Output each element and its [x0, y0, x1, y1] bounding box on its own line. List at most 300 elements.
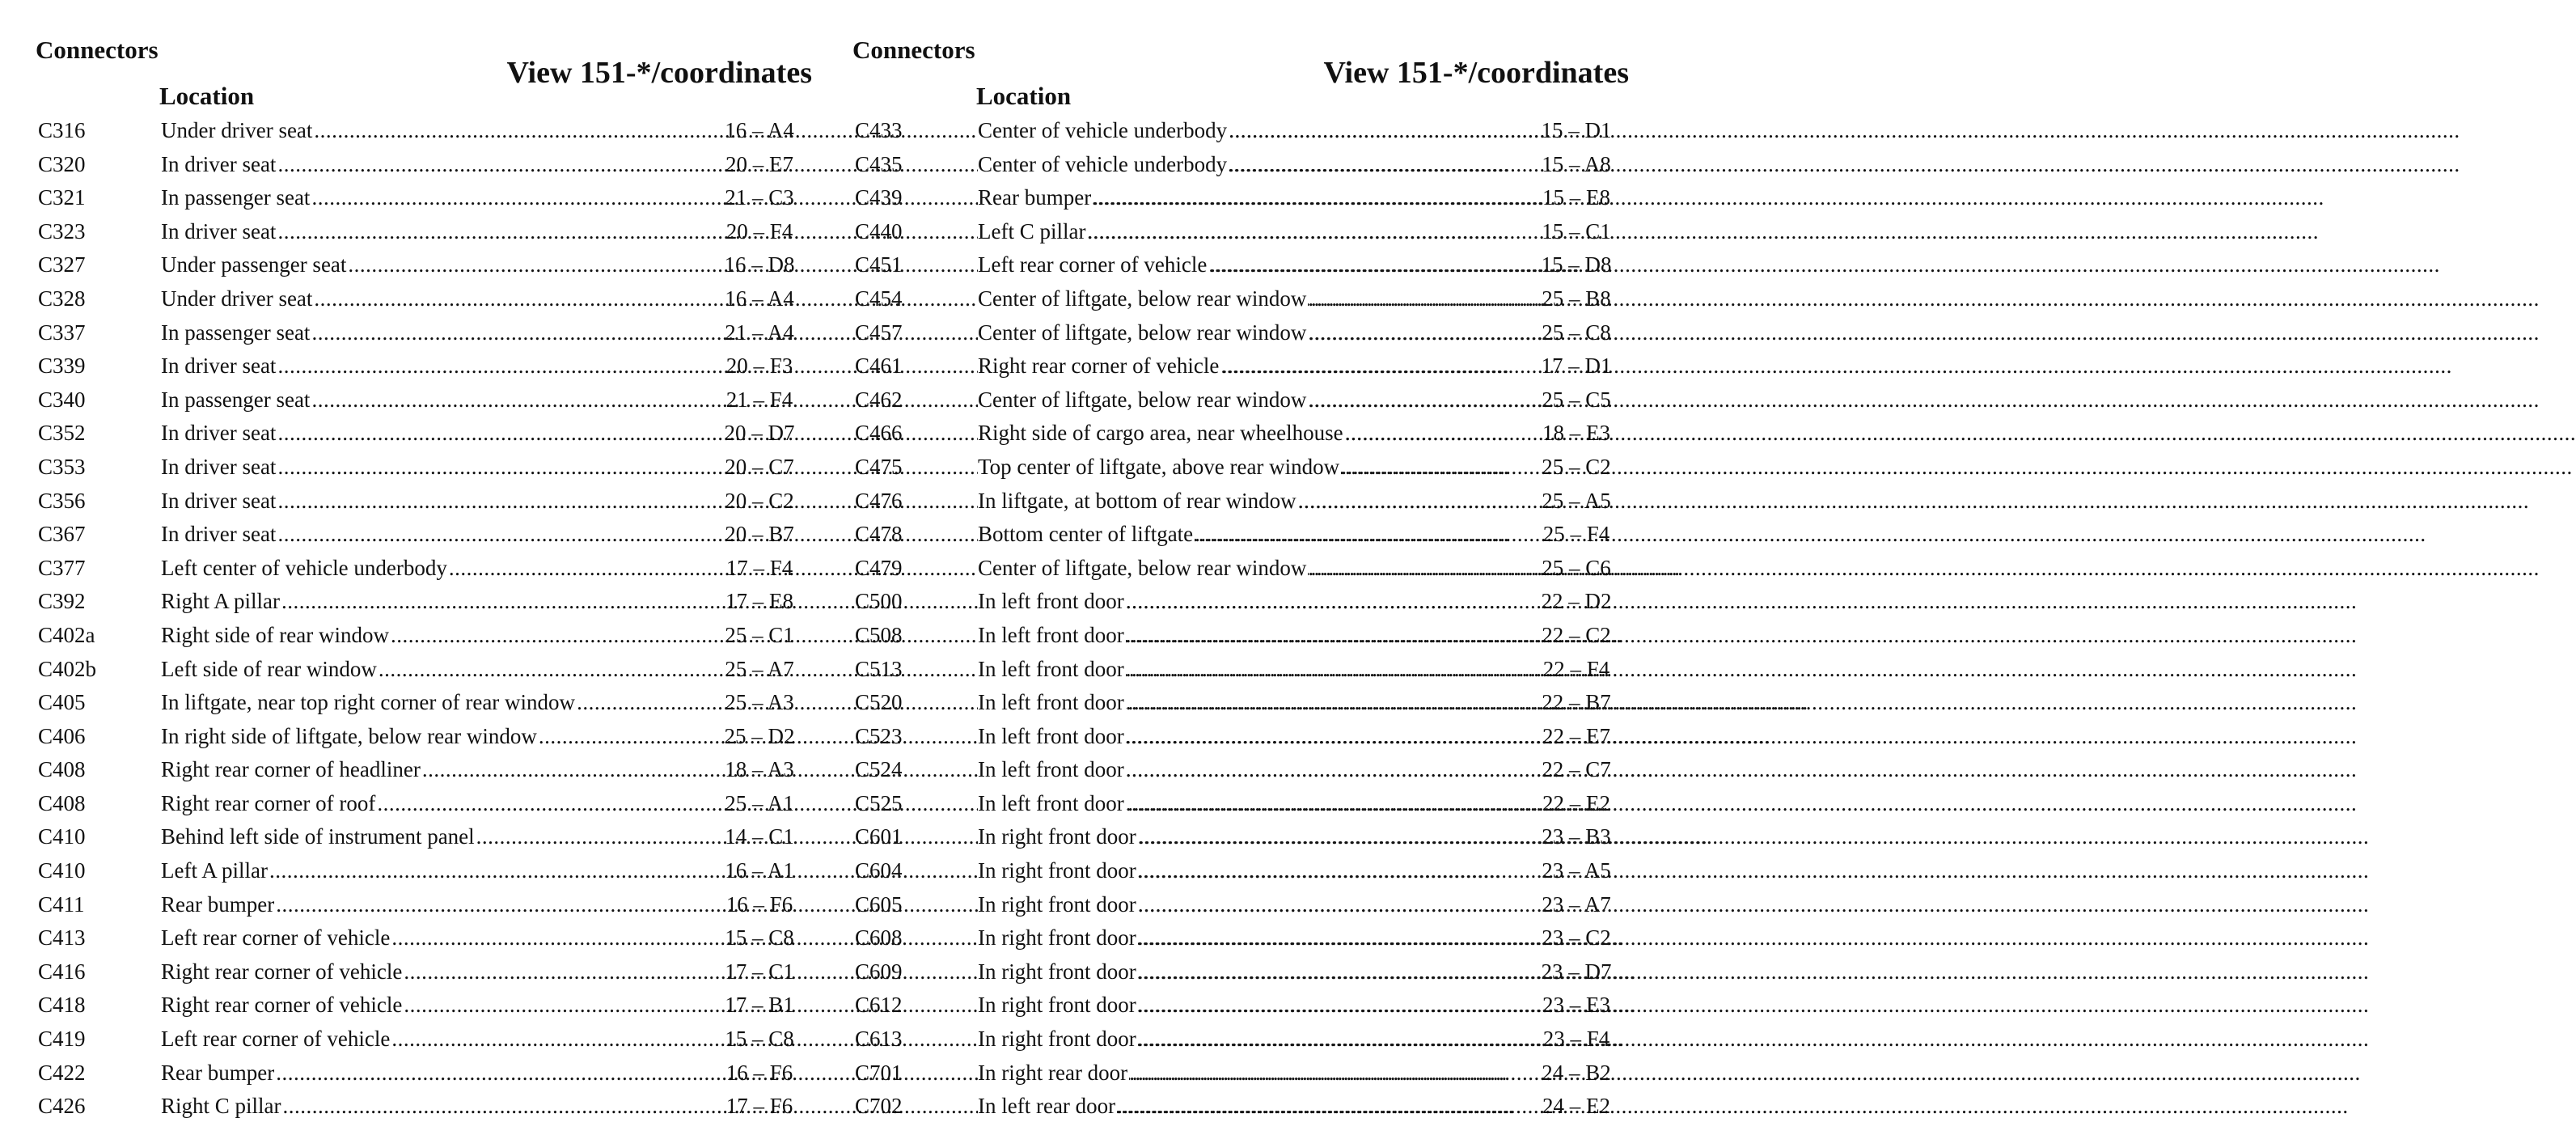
view-coordinate: 23 – D7: [1541, 959, 1612, 984]
connector-id: C339: [38, 354, 86, 379]
connector-location-text: Center of liftgate, below rear window: [978, 320, 1307, 345]
connector-location-text: In passenger seat: [161, 320, 311, 345]
connector-id: C461: [855, 354, 903, 379]
connector-location: [978, 921, 1495, 955]
table-row: [852, 921, 1629, 955]
connector-location: [978, 349, 1495, 383]
view-coordinate: 16 – A4: [725, 286, 794, 311]
view-coordinate: 17 – D1: [1541, 354, 1612, 379]
connector-location: [978, 552, 1495, 586]
view-coordinate: 23 – C2: [1542, 925, 1611, 951]
connector-id: C508: [855, 622, 903, 647]
table-row: [36, 955, 812, 989]
connector-location: [161, 686, 679, 720]
connector-location-text: Bottom center of liftgate: [978, 522, 1194, 547]
view-coordinate: 25 – B8: [1542, 286, 1611, 311]
connector-id: C601: [855, 824, 903, 849]
table-row: [36, 753, 812, 787]
table-row: [36, 787, 812, 821]
view-coordinate: 20 – C7: [725, 454, 794, 479]
connector-id: C413: [38, 925, 86, 951]
connector-location-text: In right front door: [978, 1027, 1136, 1052]
view-coordinate: 16 – A1: [725, 858, 794, 883]
view-coordinate: 24 – B2: [1542, 1060, 1611, 1085]
connector-location: [161, 215, 679, 249]
connector-id: C479: [855, 555, 903, 580]
connector-location: [161, 518, 679, 552]
connector-location: [978, 753, 1495, 787]
connector-id: C337: [38, 320, 86, 345]
connector-id: C422: [38, 1060, 86, 1085]
table-row: [852, 820, 1629, 854]
connector-location-text: Under passenger seat: [161, 252, 347, 277]
table-row: [852, 148, 1629, 182]
connector-location: [161, 619, 679, 653]
table-row: [36, 1056, 812, 1090]
connector-location-text: Right rear corner of roof: [161, 790, 376, 815]
location-heading: Location: [159, 82, 255, 110]
table-row: [36, 585, 812, 619]
connector-location: [978, 720, 1495, 754]
view-coordinate: 17 – C1: [725, 959, 794, 984]
connector-location: [161, 282, 679, 316]
view-coordinate: 25 – C8: [1542, 320, 1611, 345]
connector-id: C416: [38, 959, 86, 984]
table-row: [852, 114, 1629, 148]
view-coordinate: 16 – D8: [724, 252, 795, 277]
table-row: [36, 451, 812, 485]
connector-id: C406: [38, 723, 86, 748]
connector-location-text: In left front door: [978, 589, 1124, 614]
view-coordinate: 25 – C1: [725, 622, 794, 647]
connectors-heading: Connectors: [852, 36, 975, 64]
connector-location-text: Left center of vehicle underbody: [161, 555, 447, 580]
table-row: [852, 552, 1629, 586]
table-row: [852, 955, 1629, 989]
connector-location-text: In right front door: [978, 959, 1136, 984]
connector-location: [978, 215, 1495, 249]
view-coordinate: 25 – A7: [725, 656, 794, 681]
connector-location-text: In right front door: [978, 925, 1136, 951]
table-row: [36, 720, 812, 754]
connector-location: [978, 686, 1495, 720]
connector-location-text: Right rear corner of vehicle: [978, 354, 1220, 379]
view-coordinate: 15 – D8: [1541, 252, 1612, 277]
connector-id: C408: [38, 757, 86, 782]
view-coordinate: 23 – A5: [1542, 858, 1611, 883]
view-coordinate: 16 – F6: [725, 891, 793, 917]
view-coordinate: 23 – F4: [1542, 1027, 1610, 1052]
connector-location: [978, 383, 1495, 417]
connector-id: C457: [855, 320, 903, 345]
table-row: [36, 282, 812, 316]
view-coordinate: 20 – C2: [725, 488, 794, 513]
connector-location-text: Right A pillar: [161, 589, 281, 614]
connector-location-text: Left A pillar: [161, 858, 268, 883]
view-coordinate: 20 – E7: [725, 151, 793, 176]
connector-location: [161, 653, 679, 687]
table-row: [36, 349, 812, 383]
connector-id: C392: [38, 589, 86, 614]
connector-location-text: Left rear corner of vehicle: [161, 925, 391, 951]
connector-location: [161, 921, 679, 955]
connector-id: C451: [855, 252, 903, 277]
table-row: [36, 417, 812, 451]
view-coordinate: 25 – D2: [724, 723, 795, 748]
view-coordinate: 20 – B7: [725, 522, 794, 547]
view-coordinate: 25 – C2: [1542, 454, 1611, 479]
connector-location-text: Top center of liftgate, above rear window: [978, 454, 1340, 479]
connector-location: [161, 248, 679, 282]
connectors-heading: Connectors: [36, 36, 159, 64]
view-coordinate: 21 – A4: [725, 320, 794, 345]
connector-location-text: Center of liftgate, below rear window: [978, 555, 1307, 580]
connector-id: C323: [38, 218, 86, 243]
table-row: [36, 854, 812, 888]
table-row: [852, 753, 1629, 787]
view-coordinate: 22 – F4: [1542, 656, 1610, 681]
connector-location-text: In right front door: [978, 891, 1136, 917]
connector-id: C320: [38, 151, 86, 176]
connector-location-text: In left rear door: [978, 1094, 1116, 1119]
connector-location-text: In driver seat: [161, 218, 277, 243]
connector-id: C440: [855, 218, 903, 243]
table-row: [36, 518, 812, 552]
connector-id: C328: [38, 286, 86, 311]
connector-location: [978, 653, 1495, 687]
connector-id: C439: [855, 185, 903, 210]
connector-id: C435: [855, 151, 903, 176]
view-coordinate: 17 – E8: [725, 589, 793, 614]
connector-location: [978, 989, 1495, 1023]
connector-location-text: In passenger seat: [161, 387, 311, 412]
table-row: [852, 787, 1629, 821]
connector-id: C402a: [38, 622, 95, 647]
table-row: [852, 181, 1629, 215]
connector-location: [161, 955, 679, 989]
table-row: [36, 989, 812, 1023]
connector-id: C410: [38, 858, 86, 883]
connector-location: [161, 787, 679, 821]
connector-id: C613: [855, 1027, 903, 1052]
connector-location: [978, 1090, 1495, 1124]
view-coordinate: 22 – C7: [1542, 757, 1611, 782]
connector-location-text: In driver seat: [161, 354, 277, 379]
connector-location: [161, 820, 679, 854]
table-row: [36, 921, 812, 955]
view-coordinate: 21 – C3: [725, 185, 794, 210]
connector-location-text: Rear bumper: [978, 185, 1092, 210]
view-coordinates-heading: View 151-*/coordinates: [1323, 56, 1629, 90]
table-row: [852, 485, 1629, 519]
connector-location-text: In left front door: [978, 622, 1124, 647]
view-coordinate: 23 – A7: [1542, 891, 1611, 917]
table-row: [36, 552, 812, 586]
connector-location-text: In liftgate, at bottom of rear window: [978, 488, 1296, 513]
connector-location: [978, 181, 1495, 215]
connector-location-text: In left front door: [978, 723, 1124, 748]
connector-location-text: In right front door: [978, 858, 1136, 883]
table-row: [852, 854, 1629, 888]
table-row: [852, 215, 1629, 249]
table-row: [36, 148, 812, 182]
table-row: [852, 248, 1629, 282]
connector-location-text: Right side of cargo area, near wheelhouse: [978, 421, 1343, 446]
table-row: [852, 1023, 1629, 1056]
connector-location: [161, 989, 679, 1023]
connector-location-text: Under driver seat: [161, 118, 313, 142]
view-coordinate: 16 – F6: [725, 1060, 793, 1085]
view-coordinate: 17 – B1: [725, 993, 794, 1018]
connector-location: [978, 518, 1495, 552]
table-row: [852, 989, 1629, 1023]
connector-id: C605: [855, 891, 903, 917]
connector-location-text: Right rear corner of headliner: [161, 757, 421, 782]
connector-location: [161, 854, 679, 888]
connector-location-text: In right front door: [978, 993, 1136, 1018]
connector-id: C316: [38, 118, 86, 142]
table-row: [36, 820, 812, 854]
connector-location: [978, 787, 1495, 821]
connector-location-text: Left rear corner of vehicle: [161, 1027, 391, 1052]
connector-location: [978, 114, 1495, 148]
view-coordinate: 25 – A3: [725, 690, 794, 715]
connector-id: C609: [855, 959, 903, 984]
table-row: [36, 1090, 812, 1124]
connector-id: C433: [855, 118, 903, 142]
connector-location-text: In driver seat: [161, 488, 277, 513]
view-coordinate: 20 – F4: [725, 218, 793, 243]
connector-location-text: Right side of rear window: [161, 622, 389, 647]
left-column: [36, 0, 812, 1139]
table-row: [852, 888, 1629, 922]
connector-location-text: In left front door: [978, 690, 1124, 715]
connector-location-text: In right rear door: [978, 1060, 1128, 1085]
table-row: [36, 316, 812, 350]
connector-location-text: In driver seat: [161, 454, 277, 479]
table-row: [852, 653, 1629, 687]
connector-location: [161, 720, 679, 754]
view-coordinate: 25 – C5: [1542, 387, 1611, 412]
table-row: [36, 619, 812, 653]
table-row: [36, 383, 812, 417]
table-row: [852, 619, 1629, 653]
connector-id: C426: [38, 1094, 86, 1119]
table-row: [36, 114, 812, 148]
table-row: [852, 585, 1629, 619]
connector-location: [978, 820, 1495, 854]
connector-location: [978, 148, 1495, 182]
connector-id: C408: [38, 790, 86, 815]
view-coordinate: 18 – A3: [725, 757, 794, 782]
connector-id: C500: [855, 589, 903, 614]
table-row: [852, 316, 1629, 350]
connector-location: [978, 485, 1495, 519]
connector-table: [852, 114, 1629, 1124]
connector-id: C411: [38, 891, 85, 917]
connector-location: [161, 417, 679, 451]
view-coordinate: 15 – C8: [725, 1027, 794, 1052]
view-coordinate: 15 – A8: [1542, 151, 1611, 176]
connector-id: C353: [38, 454, 86, 479]
connector-id: C520: [855, 690, 903, 715]
connector-location-text: In left front door: [978, 757, 1124, 782]
connector-location-text: In driver seat: [161, 522, 277, 547]
connector-id: C377: [38, 555, 86, 580]
connector-location: [978, 282, 1495, 316]
connector-location-text: In passenger seat: [161, 185, 311, 210]
view-coordinate: 16 – A4: [725, 118, 794, 142]
connector-location-text: Right rear corner of vehicle: [161, 959, 403, 984]
connector-id: C327: [38, 252, 86, 277]
view-coordinate: 24 – E2: [1542, 1094, 1610, 1119]
connector-location-text: Behind left side of instrument panel: [161, 824, 475, 849]
view-coordinate: 18 – E3: [1542, 421, 1610, 446]
view-coordinate: 22 – D2: [1541, 589, 1612, 614]
table-row: [852, 686, 1629, 720]
connector-id: C356: [38, 488, 86, 513]
table-row: [852, 417, 1629, 451]
table-row: [36, 653, 812, 687]
connector-location-text: In liftgate, near top right corner of rear window: [161, 690, 576, 715]
table-row: [36, 485, 812, 519]
table-row: [36, 1023, 812, 1056]
view-coordinate: 17 – F4: [725, 555, 793, 580]
table-row: [852, 383, 1629, 417]
connector-location: [161, 148, 679, 182]
connector-location: [161, 316, 679, 350]
connector-id: C478: [855, 522, 903, 547]
connector-location: [978, 451, 1495, 485]
connector-id: C321: [38, 185, 86, 210]
view-coordinate: 17 – F6: [725, 1094, 793, 1119]
table-row: [852, 518, 1629, 552]
connector-location: [161, 451, 679, 485]
connector-id: C466: [855, 421, 903, 446]
connector-location: [161, 1056, 679, 1090]
connector-id: C525: [855, 790, 903, 815]
connector-id: C340: [38, 387, 86, 412]
connector-id: C524: [855, 757, 903, 782]
connector-location: [161, 552, 679, 586]
connector-id: C523: [855, 723, 903, 748]
view-coordinate: 25 – A1: [725, 790, 794, 815]
connector-id: C410: [38, 824, 86, 849]
connector-location-text: In right side of liftgate, below rear window: [161, 723, 537, 748]
connector-location-text: Right C pillar: [161, 1094, 281, 1119]
connector-id: C702: [855, 1094, 903, 1119]
connector-id: C454: [855, 286, 903, 311]
view-coordinate: 15 – E8: [1542, 185, 1610, 210]
connector-location-text: In left front door: [978, 656, 1124, 681]
connector-id: C419: [38, 1027, 86, 1052]
connector-location: [978, 316, 1495, 350]
view-coordinate: 20 – D7: [724, 421, 795, 446]
connector-id: C405: [38, 690, 86, 715]
view-coordinate: 22 – C2: [1542, 622, 1611, 647]
connector-id: C604: [855, 858, 903, 883]
connector-location-text: Right rear corner of vehicle: [161, 993, 403, 1018]
view-coordinates-heading: View 151-*/coordinates: [506, 56, 812, 90]
connector-id: C476: [855, 488, 903, 513]
view-coordinate: 15 – C8: [725, 925, 794, 951]
connector-location: [161, 114, 679, 148]
connector-id: C402b: [38, 656, 97, 681]
connector-location: [161, 585, 679, 619]
connector-id: C701: [855, 1060, 903, 1085]
view-coordinate: 25 – F4: [1542, 522, 1610, 547]
connector-table: [36, 114, 812, 1124]
table-row: [36, 215, 812, 249]
view-coordinate: 23 – E3: [1542, 993, 1610, 1018]
connector-location: [978, 1056, 1495, 1090]
connector-location: [978, 888, 1495, 922]
view-coordinate: 20 – F3: [725, 354, 793, 379]
view-coordinate: 25 – A5: [1542, 488, 1611, 513]
connector-id: C367: [38, 522, 86, 547]
connector-location-text: Left side of rear window: [161, 656, 377, 681]
connector-location: [161, 485, 679, 519]
connector-location: [161, 181, 679, 215]
connector-id: C352: [38, 421, 86, 446]
connector-location: [978, 955, 1495, 989]
connector-id: C608: [855, 925, 903, 951]
connector-location-text: In driver seat: [161, 151, 277, 176]
connector-location-text: Center of vehicle underbody: [978, 151, 1228, 176]
view-coordinate: 22 – E2: [1542, 790, 1610, 815]
connector-id: C475: [855, 454, 903, 479]
connector-location: [161, 753, 679, 787]
connector-location: [978, 854, 1495, 888]
connector-location: [161, 383, 679, 417]
connector-location: [978, 585, 1495, 619]
view-coordinate: 22 – B7: [1542, 690, 1611, 715]
connector-location-text: Center of vehicle underbody: [978, 118, 1228, 142]
table-row: [852, 451, 1629, 485]
connector-location: [978, 248, 1495, 282]
connector-id: C513: [855, 656, 903, 681]
connector-location: [978, 619, 1495, 653]
table-row: [852, 1090, 1629, 1124]
connector-location-text: Rear bumper: [161, 1060, 275, 1085]
table-row: [36, 248, 812, 282]
view-coordinate: 25 – C6: [1542, 555, 1611, 580]
right-column: [852, 0, 1629, 1139]
connector-location: [161, 888, 679, 922]
connector-location-text: Under driver seat: [161, 286, 313, 311]
connector-location: [161, 1023, 679, 1056]
connector-location: [978, 417, 1495, 451]
table-row: [852, 282, 1629, 316]
connector-location-text: Left rear corner of vehicle: [978, 252, 1208, 277]
table-row: [852, 720, 1629, 754]
view-coordinate: 15 – C1: [1542, 218, 1611, 243]
connector-location: [161, 349, 679, 383]
table-row: [36, 686, 812, 720]
connector-location-text: Center of liftgate, below rear window: [978, 387, 1307, 412]
connector-location: [978, 1023, 1495, 1056]
table-row: [36, 888, 812, 922]
table-row: [852, 1056, 1629, 1090]
view-coordinate: 14 – C1: [725, 824, 794, 849]
view-coordinate: 23 – B3: [1542, 824, 1611, 849]
connector-id: C612: [855, 993, 903, 1018]
connector-location: [161, 1090, 679, 1124]
table-row: [852, 349, 1629, 383]
view-coordinate: 22 – E7: [1542, 723, 1610, 748]
connector-location-text: Center of liftgate, below rear window: [978, 286, 1307, 311]
location-heading: Location: [976, 82, 1072, 110]
